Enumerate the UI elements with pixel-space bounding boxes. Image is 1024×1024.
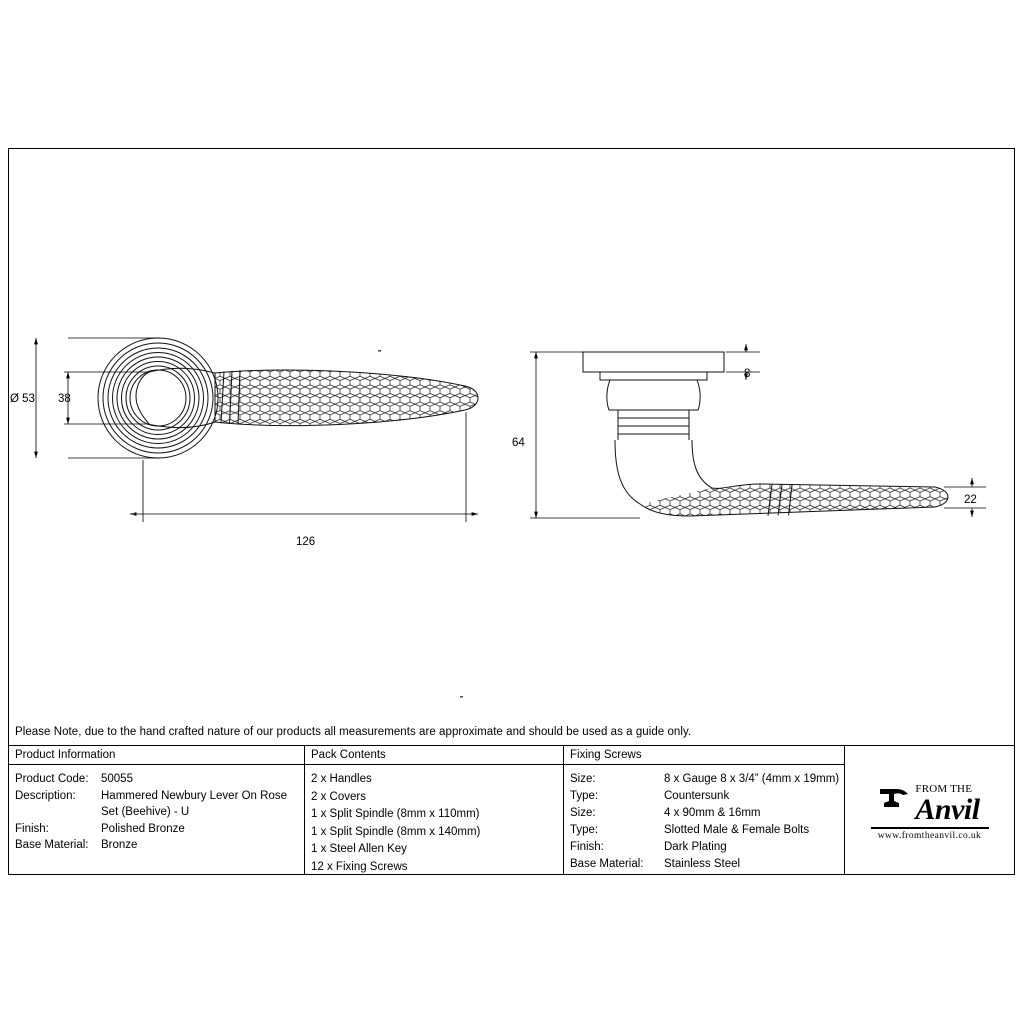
fixing-screws-heading: Fixing Screws (564, 746, 844, 765)
side-view-neck (615, 410, 712, 504)
fixing-type-label: Type: (570, 790, 599, 802)
list-item: 1 x Split Spindle (8mm x 140mm) (311, 825, 481, 838)
table-row (570, 805, 844, 822)
dim-label-projection: 64 (512, 437, 525, 449)
dim-label-rose-backset: 38 (58, 393, 71, 405)
bolt-type-label: Type: (570, 824, 599, 836)
brand-logo-column (844, 746, 1015, 875)
bolt-type-value: Slotted Male & Female Bolts (664, 824, 810, 836)
table-row (15, 804, 304, 821)
measurement-note-text: Please Note, due to the hand crafted nature of our products all measurements are approximate and should be used as a guide only. (15, 726, 692, 738)
dim-label-rose-thickness: 8 (744, 368, 751, 380)
table-row (15, 821, 304, 838)
list-item: 2 x Handles (311, 773, 372, 785)
pack-contents-heading: Pack Contents (305, 746, 563, 765)
product-information-heading: Product Information (9, 746, 304, 765)
product-code-value: 50055 (101, 773, 133, 785)
front-view-lever-bar (215, 370, 478, 426)
table-row (570, 788, 844, 805)
fixing-base-material-label: Base Material: (570, 858, 644, 870)
dim-label-lever-height: 22 (964, 494, 977, 506)
fixing-finish-label: Finish: (570, 841, 604, 853)
fixing-screws-column (563, 746, 844, 875)
brand-tagline: FROM THE (915, 783, 973, 795)
product-code-label: Product Code: (15, 773, 89, 785)
dim-label-overall-length: 126 (296, 536, 316, 548)
table-row (15, 788, 304, 805)
dim-projection (530, 352, 640, 518)
fixing-base-material-value: Stainless Steel (664, 858, 741, 870)
product-information-column (8, 746, 304, 875)
dim-rose-thickness (726, 344, 760, 380)
table-row (15, 771, 304, 788)
base-material-value: Bronze (101, 839, 138, 851)
dim-label-rose-diameter: Ø 53 (10, 393, 35, 405)
pack-contents-column (304, 746, 563, 875)
base-material-label: Base Material: (15, 839, 89, 851)
list-item: 1 x Steel Allen Key (311, 843, 407, 855)
list-item: 1 x Split Spindle (8mm x 110mm) (311, 808, 480, 820)
brand-url: www.fromtheanvil.co.uk (877, 831, 982, 841)
bolt-size-value: 4 x 90mm & 16mm (664, 807, 761, 819)
brand-logo (845, 746, 1014, 874)
side-view-rose-plate (583, 352, 724, 410)
measurement-note-row (8, 719, 1015, 746)
specification-table (8, 746, 1015, 875)
dim-overall-length (130, 412, 478, 522)
anvil-icon (879, 783, 909, 809)
anvil-icon-svg (879, 783, 909, 809)
table-row (570, 856, 844, 873)
finish-label: Finish: (15, 822, 49, 835)
list-item: 12 x Fixing Screws (311, 860, 408, 873)
description-value-line2: Set (Beehive) - U (101, 806, 190, 818)
logo-divider (871, 827, 989, 829)
table-row (570, 839, 844, 856)
list-item: 2 x Covers (311, 790, 366, 803)
fixing-size-value: 8 x Gauge 8 x 3/4” (4mm x 19mm) (664, 773, 840, 785)
brand-name: Anvil (915, 793, 980, 826)
table-row (15, 837, 304, 854)
description-value: Hammered Newbury Lever On Rose (101, 789, 287, 802)
bolt-size-label: Size: (570, 807, 596, 819)
fixing-finish-value: Dark Plating (664, 841, 727, 853)
table-row (570, 771, 844, 788)
front-view-rose (98, 338, 218, 458)
finish-value: Polished Bronze (101, 822, 185, 835)
fixing-size-label: Size: (570, 773, 596, 785)
table-row (570, 822, 844, 839)
fixing-type-value: Countersunk (664, 790, 730, 802)
side-view-lever (640, 484, 948, 516)
description-label: Description: (15, 789, 76, 802)
